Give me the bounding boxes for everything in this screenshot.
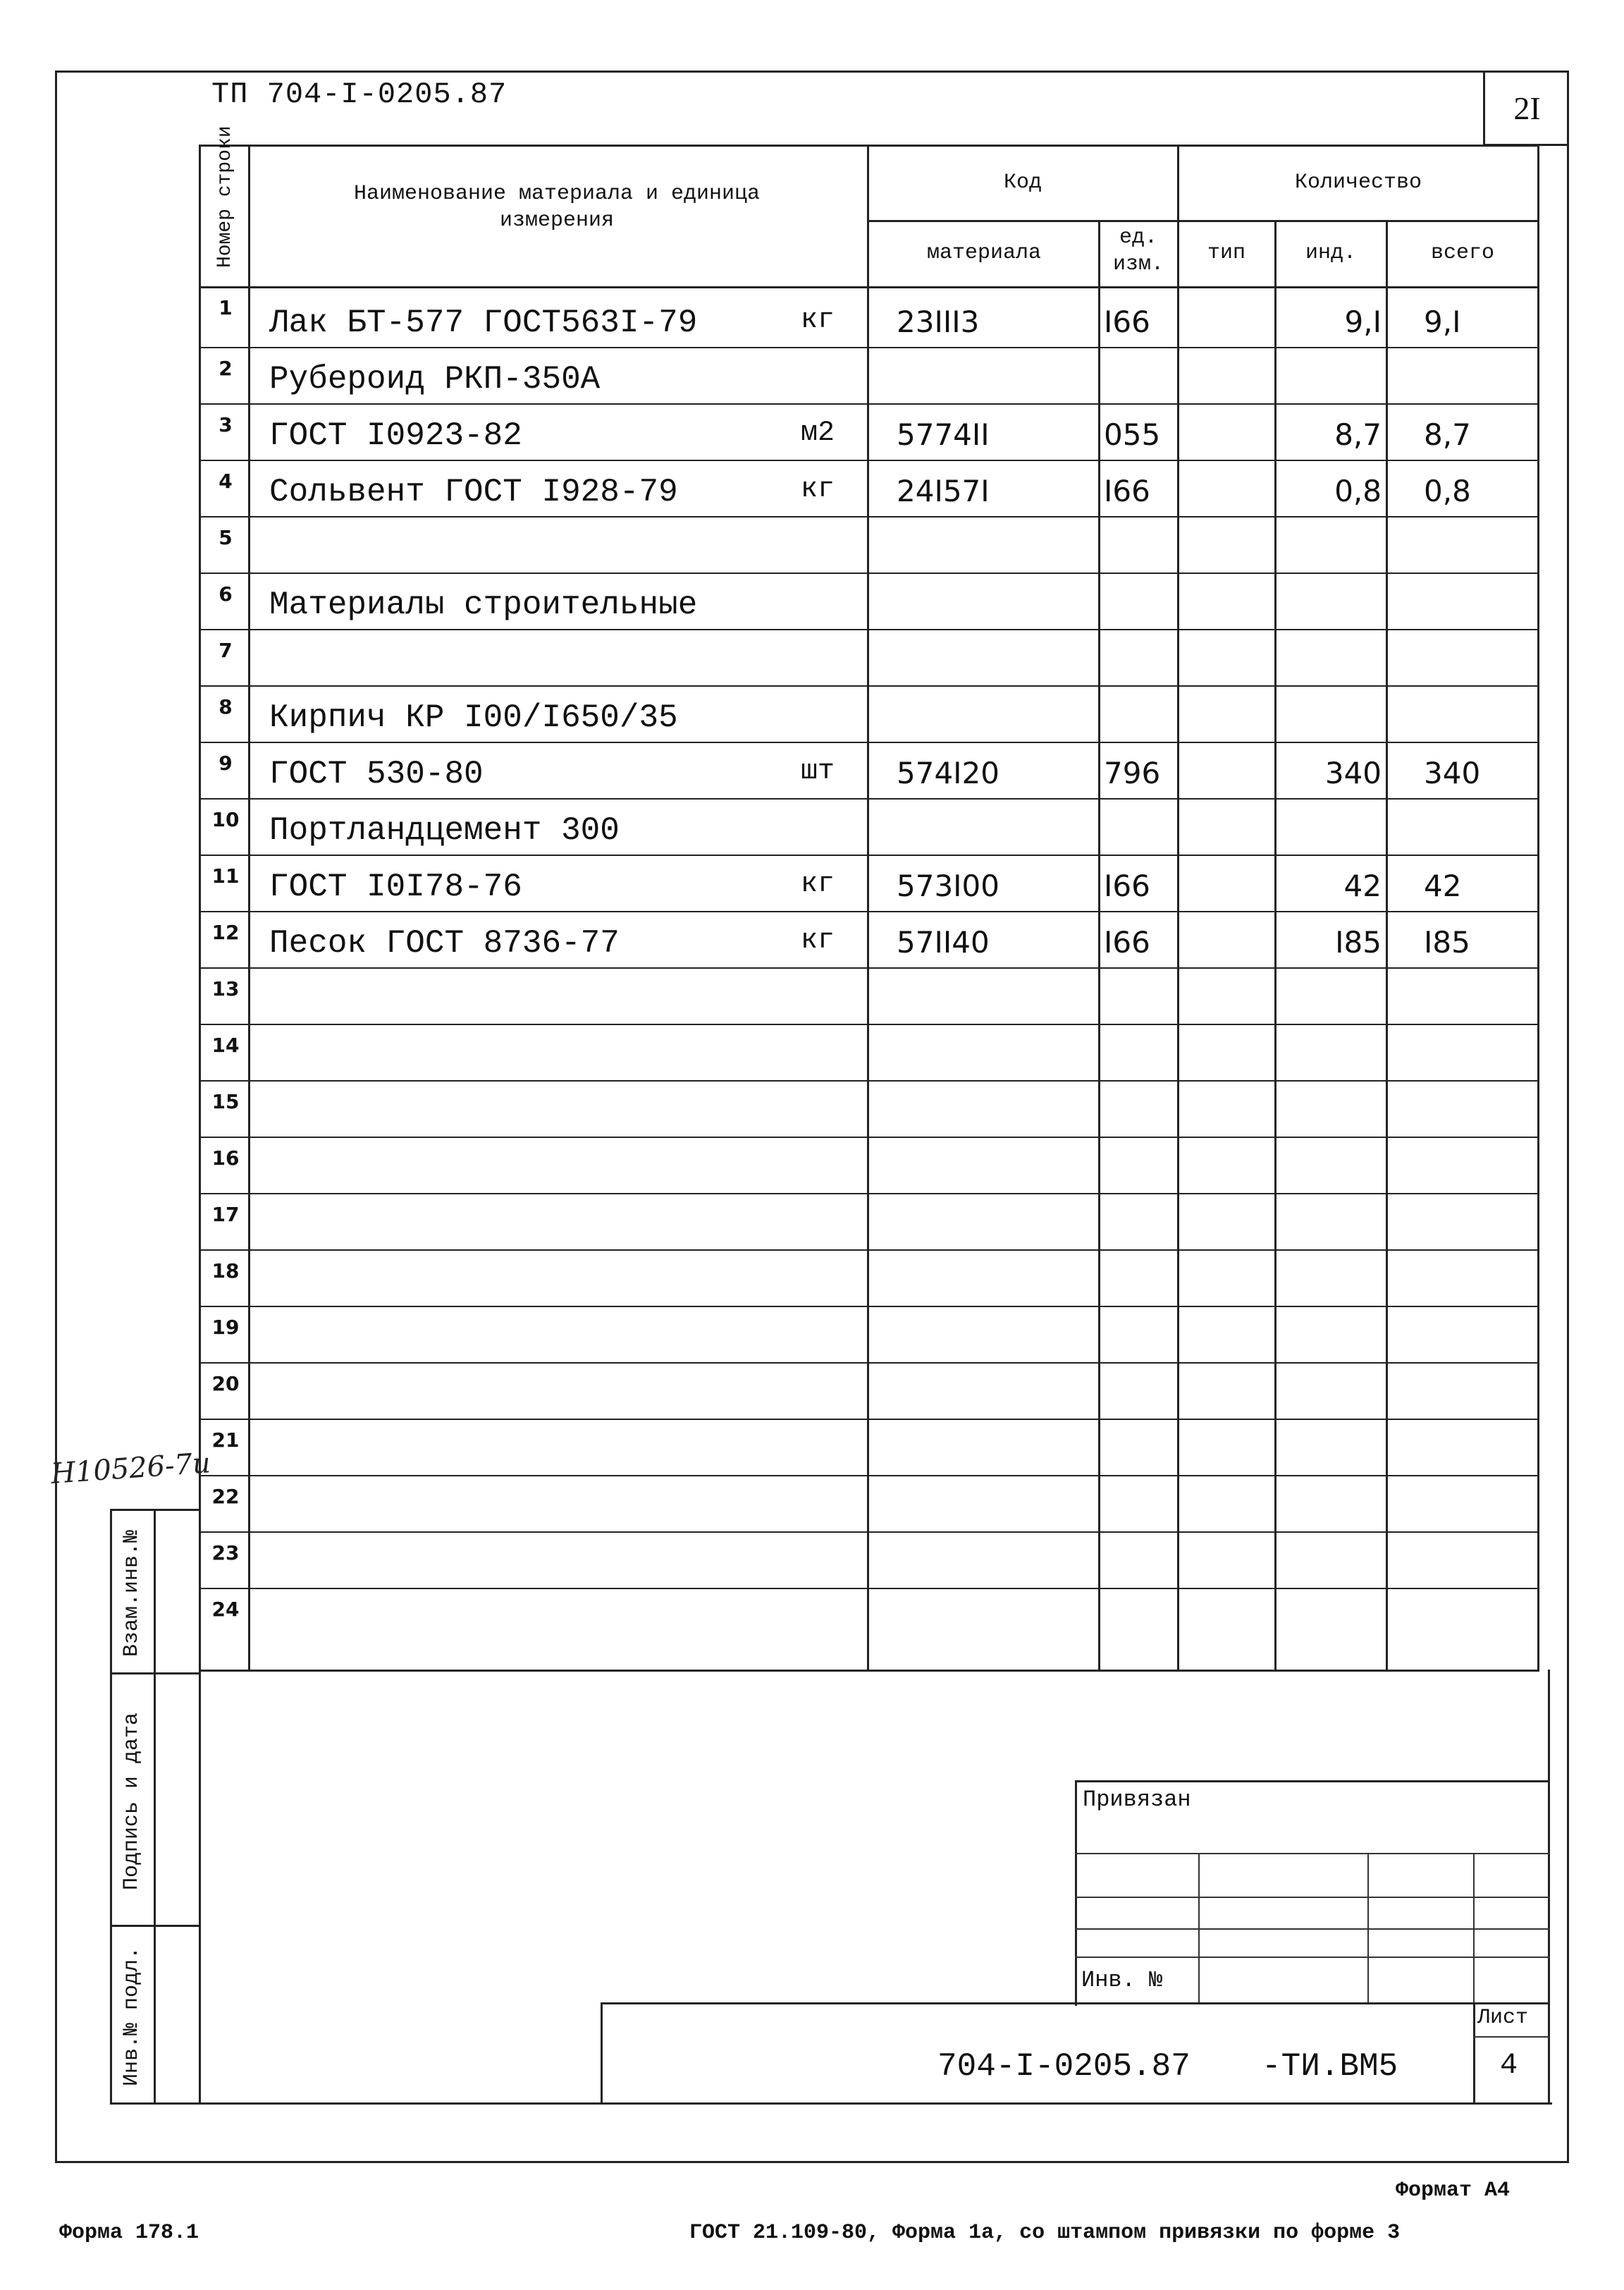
row-number: 14 (211, 1034, 240, 1057)
header-row-number-text: Номер строки (214, 125, 236, 268)
row-number: 22 (211, 1485, 240, 1508)
col-line-type (1177, 145, 1179, 1671)
side-line-2 (110, 1925, 201, 1927)
row-divider (199, 1137, 1539, 1138)
material-code: 57II40 (897, 925, 990, 960)
header-qty-ind: инд. (1305, 241, 1356, 265)
row-number: 11 (211, 864, 240, 888)
col-line-material (867, 145, 869, 1671)
stamp-line-c (1075, 1928, 1550, 1930)
titleblock-sheet-label: Лист (1477, 2006, 1529, 2030)
table-left-border (199, 145, 201, 1671)
material-name: Материалы строительные (269, 587, 698, 623)
col-line-rownum (248, 145, 250, 1671)
row-divider (199, 1362, 1539, 1364)
qty-ind: 0,8 (1334, 474, 1382, 508)
qty-total: 0,8 (1424, 474, 1471, 508)
col-line-ind (1274, 220, 1277, 1671)
header-code: Код (1003, 171, 1042, 195)
side-col-mid (154, 1509, 156, 2105)
titleblock-sheet-line (1473, 2036, 1550, 2038)
row-divider (199, 460, 1539, 461)
table-top-border (199, 145, 1539, 147)
bottom-right-line (1548, 1670, 1550, 2105)
side-label-replace-inv: Взам.инв.№ (120, 1529, 144, 1658)
material-name: Сольвент ГОСТ I928-79 (269, 474, 678, 510)
titleblock-top-line (601, 2002, 1550, 2004)
table-right-border (1537, 145, 1539, 1671)
unit-code: 055 (1104, 417, 1161, 452)
material-name: Песок ГОСТ 8736-77 (269, 925, 620, 962)
stamp-bound-label: Привязан (1083, 1787, 1191, 1813)
row-number: 13 (211, 977, 240, 1000)
row-divider (199, 1024, 1539, 1025)
stamp-line-d (1075, 1957, 1550, 1958)
material-code: 573I00 (897, 869, 999, 903)
row-number: 19 (211, 1316, 240, 1339)
col-line-total (1386, 220, 1388, 1671)
material-code: 5774II (897, 417, 990, 452)
row-divider (199, 1475, 1539, 1476)
side-label-signature-date: Подпись и дата (120, 1712, 144, 1891)
row-number: 4 (219, 470, 233, 493)
row-number: 3 (219, 413, 233, 436)
unit-code: I66 (1104, 925, 1150, 960)
header-quantity: Количество (1294, 171, 1422, 195)
row-number: 20 (211, 1372, 240, 1395)
stamp-left-line (1075, 1780, 1077, 2006)
stamp-col-3 (1473, 1853, 1475, 2004)
side-col-left (110, 1509, 112, 2105)
qty-ind: 42 (1343, 869, 1382, 903)
row-number: 21 (211, 1428, 240, 1452)
material-code: 23III3 (897, 305, 980, 339)
row-number: 12 (211, 921, 240, 944)
header-qty-type: тип (1207, 241, 1245, 265)
qty-ind: I85 (1335, 925, 1382, 960)
header-code-unit: ед. изм. (1112, 226, 1164, 276)
material-name: Рубероид РКП-350А (269, 361, 601, 398)
row-divider (199, 347, 1539, 348)
row-divider (199, 1419, 1539, 1420)
sheet-number-box (1483, 73, 1569, 146)
handwritten-note: H10526-7u (49, 1447, 212, 1490)
row-divider (199, 572, 1539, 574)
row-divider (199, 629, 1539, 630)
stamp-line-b (1075, 1897, 1550, 1898)
row-number: 15 (211, 1090, 240, 1113)
material-name: ГОСТ 530-80 (269, 756, 484, 792)
unit-code: 796 (1104, 756, 1161, 790)
header-row-number (204, 125, 247, 268)
row-divider (199, 1249, 1539, 1251)
col-line-unitcode (1098, 220, 1100, 1671)
row-number: 7 (219, 639, 233, 662)
unit-label: кг (801, 925, 835, 957)
row-divider (199, 1588, 1539, 1589)
unit-label: м2 (801, 417, 835, 449)
row-number: 23 (211, 1541, 240, 1565)
sheet-number: 2I (1513, 90, 1541, 126)
material-name: ГОСТ I0I78-76 (269, 869, 522, 905)
qty-ind: 9,I (1344, 305, 1382, 339)
titleblock-sheet-value: 4 (1500, 2048, 1518, 2082)
qty-total: 8,7 (1424, 417, 1471, 452)
row-number: 8 (219, 695, 233, 718)
unit-code: I66 (1104, 474, 1150, 508)
row-number: 2 (219, 357, 233, 380)
unit-label: кг (801, 869, 835, 900)
row-number: 9 (219, 752, 233, 775)
titleblock-left-line (601, 2002, 603, 2105)
material-name: ГОСТ I0923-82 (269, 417, 522, 454)
qty-total: 9,I (1424, 305, 1461, 339)
footer-form-right: ГОСТ 21.109-80, Форма 1а, со штампом привязки по форме 3 (689, 2221, 1401, 2245)
row-number: 17 (211, 1203, 240, 1226)
document-code-top: ТП 704-I-0205.87 (211, 78, 508, 111)
unit-label: шт (801, 756, 835, 788)
row-divider (199, 742, 1539, 743)
material-name: Лак БТ-577 ГОСТ563I-79 (269, 305, 698, 341)
qty-ind: 340 (1324, 756, 1382, 790)
row-number: 16 (211, 1146, 240, 1170)
row-divider (199, 685, 1539, 687)
side-label-inv-original: Инв.№ подл. (120, 1946, 144, 2087)
row-divider (199, 1306, 1539, 1307)
bottom-left-line (199, 1670, 201, 2105)
stamp-col-1 (1198, 1853, 1200, 2004)
stamp-line-a (1075, 1853, 1550, 1854)
header-bottom-line (199, 286, 1539, 288)
material-code: 574I20 (897, 756, 999, 790)
bottom-frame-line (199, 2102, 1552, 2105)
material-code: 24I57I (897, 474, 990, 508)
qty-ind: 8,7 (1334, 417, 1382, 452)
qty-total: 340 (1424, 756, 1481, 790)
row-number: 5 (219, 526, 233, 549)
header-qty-total: всего (1430, 241, 1494, 265)
unit-label: кг (801, 305, 835, 336)
qty-total: 42 (1424, 869, 1462, 903)
row-divider (199, 1531, 1539, 1533)
footer-form-left: Форма 178.1 (59, 2221, 199, 2245)
header-mid-line (867, 220, 1539, 222)
row-number: 24 (211, 1598, 240, 1621)
unit-code: I66 (1104, 305, 1150, 339)
row-number: 6 (219, 582, 233, 606)
titleblock-doc-suffix: -ТИ.ВМ5 (1262, 2048, 1398, 2085)
unit-label: кг (801, 474, 835, 506)
row-divider (199, 798, 1539, 800)
row-divider (199, 967, 1539, 969)
header-name: Наименование материала и единица измерения (353, 182, 761, 233)
stamp-inv-label: Инв. № (1081, 1967, 1163, 1993)
material-name: Портландцемент 300 (269, 812, 620, 849)
row-divider (199, 403, 1539, 405)
unit-code: I66 (1104, 869, 1150, 903)
row-divider (199, 1080, 1539, 1082)
row-number: 1 (219, 296, 233, 319)
titleblock-doc-code: 704-I-0205.87 (937, 2048, 1191, 2085)
stamp-col-2 (1367, 1853, 1369, 2004)
row-divider (199, 1193, 1539, 1194)
row-divider (199, 855, 1539, 856)
row-number: 10 (211, 808, 240, 831)
table-bottom-line (199, 1670, 1539, 1672)
header-code-material: материала (926, 241, 1042, 265)
row-divider (199, 516, 1539, 518)
row-divider (199, 911, 1539, 912)
footer-format: Формат А4 (1396, 2179, 1511, 2203)
titleblock-sheet-divider (1473, 2002, 1475, 2105)
stamp-top-line (1075, 1780, 1550, 1782)
material-name: Кирпич КР I00/I650/35 (269, 699, 678, 736)
qty-total: I85 (1424, 925, 1470, 960)
row-number: 18 (211, 1259, 240, 1282)
